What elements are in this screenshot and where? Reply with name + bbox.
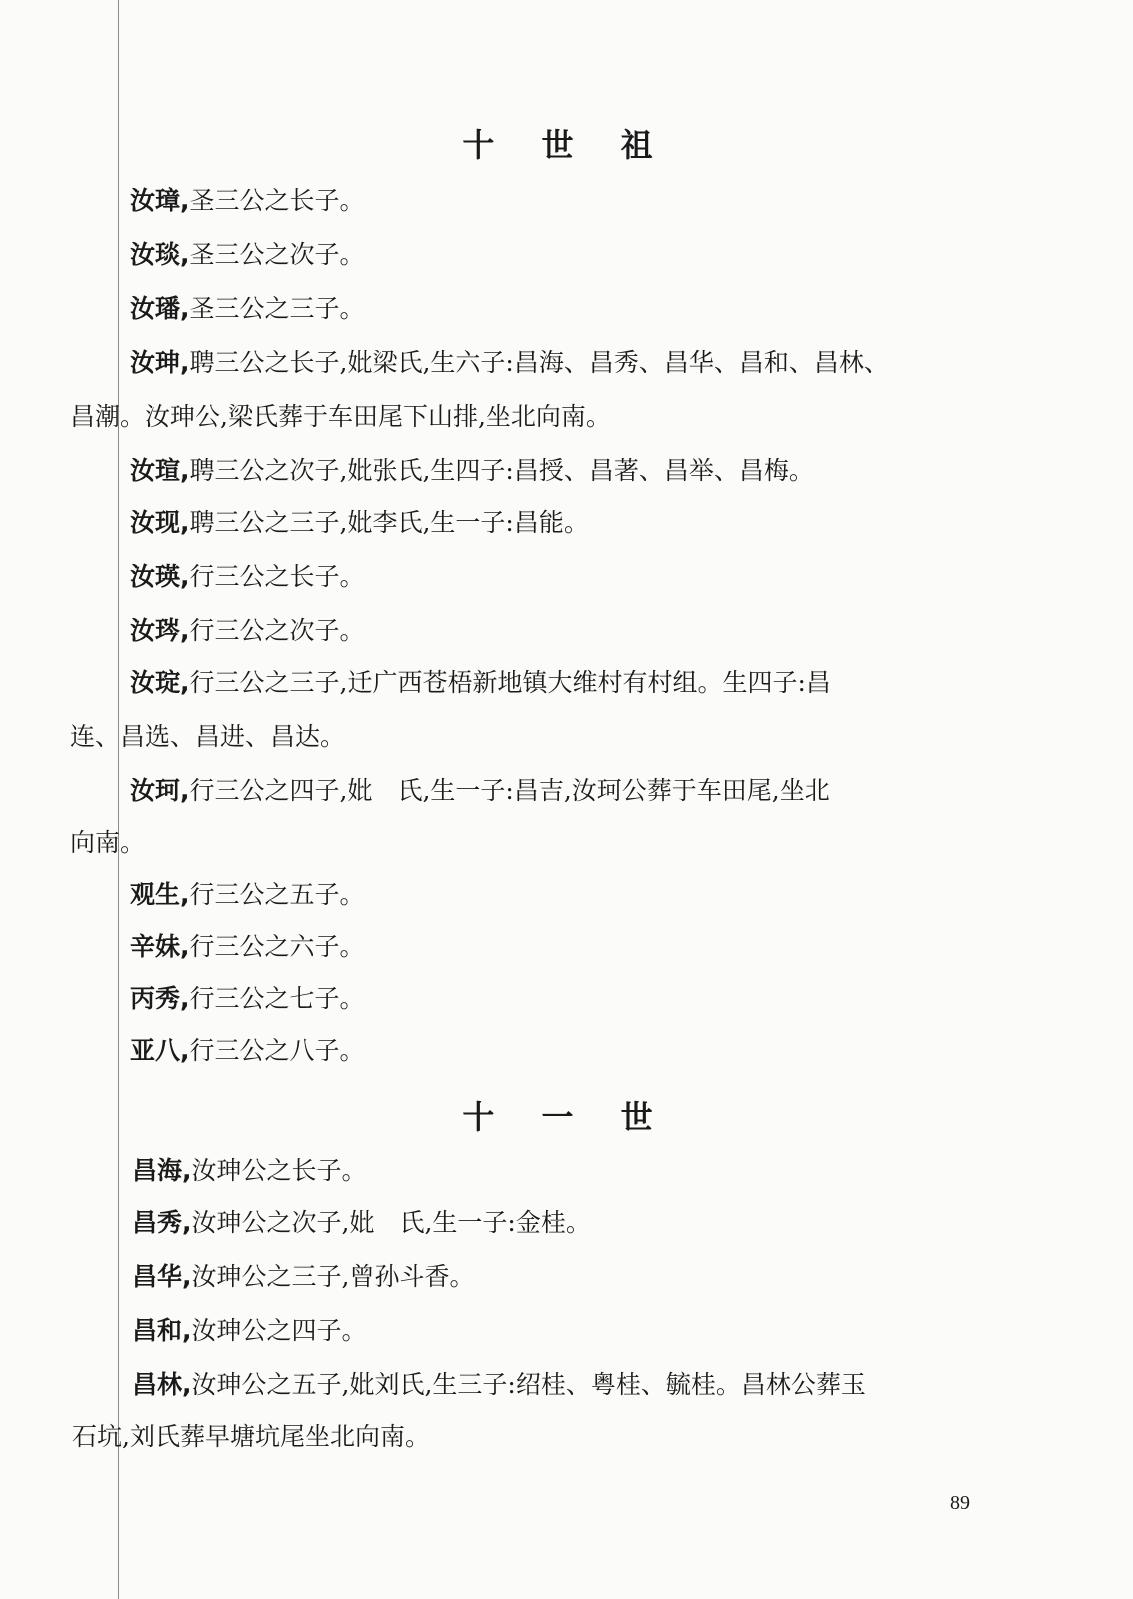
- entry-line: [132, 1262, 474, 1292]
- entry-text: 汝珅公之长子。: [191, 1156, 367, 1185]
- entry-line: [130, 616, 365, 646]
- entry-line: [130, 240, 365, 270]
- binding-margin-line: [118, 0, 119, 1599]
- entry-text: 汝珅公之三子,曾孙斗香。: [191, 1262, 475, 1291]
- entry-line: [132, 1370, 866, 1400]
- entry-text: 汝珅公之五子,妣刘氏,生三子:绍桂、粤桂、毓桂。昌林公葬玉: [191, 1370, 866, 1399]
- entry-line: [132, 1156, 367, 1186]
- entry-name: 汝琰,: [130, 240, 190, 269]
- entry-name: 汝瑛,: [130, 562, 190, 591]
- entry-text: 行三公之次子。: [189, 616, 365, 645]
- entry-line: [130, 880, 365, 910]
- entry-line: [130, 186, 365, 216]
- entry-line: [130, 1036, 365, 1066]
- entry-line: [132, 1316, 367, 1346]
- entry-line: [130, 562, 365, 592]
- entry-text: 行三公之八子。: [189, 1036, 365, 1065]
- entry-name: 昌和,: [132, 1316, 192, 1345]
- entry-text: 圣三公之次子。: [189, 240, 365, 269]
- entry-name: 观生,: [130, 880, 190, 909]
- entry-continuation: 连、昌选、昌进、昌达。: [70, 722, 346, 751]
- entry-text: 聘三公之长子,妣梁氏,生六子:昌海、昌秀、昌华、昌和、昌林、: [189, 348, 889, 377]
- entry-name: 昌秀,: [132, 1208, 192, 1237]
- entry-line: [130, 508, 589, 538]
- entry-line: [130, 456, 814, 486]
- entry-text: 行三公之三子,迁广西苍梧新地镇大维村有村组。生四子:昌: [189, 668, 831, 697]
- entry-name: 丙秀,: [130, 984, 190, 1013]
- entry-line: [130, 668, 831, 698]
- entry-text: 行三公之七子。: [189, 984, 365, 1013]
- entry-text: 圣三公之长子。: [189, 186, 365, 215]
- entry-text: 行三公之四子,妣 氏,生一子:昌吉,汝珂公葬于车田尾,坐北: [189, 776, 830, 805]
- entry-text: 聘三公之三子,妣李氏,生一子:昌能。: [189, 508, 589, 537]
- entry-line: [130, 932, 365, 962]
- entry-name: 亚八,: [130, 1036, 190, 1065]
- entry-name: 昌海,: [132, 1156, 192, 1185]
- entry-text: 圣三公之三子。: [189, 294, 365, 323]
- heading-tenth-generation: 十 世 祖: [462, 126, 671, 164]
- entry-name: 汝现,: [130, 508, 190, 537]
- entry-line: [130, 294, 365, 324]
- entry-text: 汝珅公之次子,妣 氏,生一子:金桂。: [191, 1208, 591, 1237]
- entry-line: [132, 1208, 591, 1238]
- entry-name: 汝璠,: [130, 294, 190, 323]
- entry-text: 行三公之六子。: [189, 932, 365, 961]
- entry-continuation: 向南。: [70, 828, 146, 857]
- entry-text: 行三公之长子。: [189, 562, 365, 591]
- entry-line: [130, 984, 365, 1014]
- heading-eleventh-generation: 十 一 世: [462, 1098, 671, 1136]
- entry-name: 辛妹,: [130, 932, 190, 961]
- entry-name: 昌林,: [132, 1370, 192, 1399]
- entry-text: 汝珅公之四子。: [191, 1316, 367, 1345]
- page-number: 89: [950, 1492, 970, 1514]
- entry-name: 汝璋,: [130, 186, 190, 215]
- entry-name: 汝瑄,: [130, 456, 190, 485]
- entry-continuation: 昌潮。汝珅公,梁氏葬于车田尾下山排,坐北向南。: [70, 402, 611, 431]
- entry-name: 汝珅,: [130, 348, 190, 377]
- entry-name: 汝珂,: [130, 776, 190, 805]
- entry-text: 聘三公之次子,妣张氏,生四子:昌授、昌著、昌举、昌梅。: [189, 456, 814, 485]
- entry-name: 汝琌,: [130, 616, 190, 645]
- entry-line: [130, 348, 889, 378]
- entry-name: 汝琔,: [130, 668, 190, 697]
- entry-name: 昌华,: [132, 1262, 192, 1291]
- entry-line: [130, 776, 830, 806]
- entry-continuation: 石坑,刘氏葬早塘坑尾坐北向南。: [72, 1422, 430, 1451]
- entry-text: 行三公之五子。: [189, 880, 365, 909]
